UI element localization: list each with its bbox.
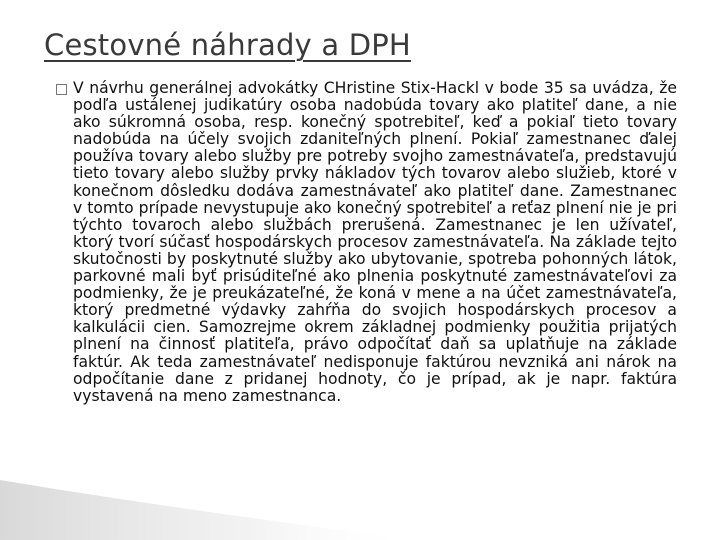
square-bullet-icon	[56, 84, 67, 95]
bullet-text: V návrhu generálnej advokátky CHristine Stix-Hackl v bode 35 sa uvádza, že podľa ustálenej judikatúry osoba nadobúda tovary ako platiteľ dane, a nie ako súkromná osoba, resp. konečný spotrebiteľ, keď a pokiaľ tieto tovary nadobúda na účely svojich zdaniteľných plnení. Pokiaľ zamestnanec ďalej používa tovary alebo služby pre potreby svojho zamestnávateľa, predstavujú tieto tovary alebo služby prvky nákladov tých tovarov alebo služieb, ktoré v konečnom dôsledku dodáva zamestnávateľ ako platiteľ dane. Zamestnanec v tomto prípade nevystupuje ako konečný spotrebiteľ a reťaz plnení nie je pri týchto tovaroch alebo službách prerušená. Zamestnanec je len užívateľ, ktorý tvorí súčasť hospodárskych procesov zamestnávateľa. Na základe tejto skutočnosti by poskytnuté služby ako ubytovanie, spotreba pohonných látok, parkovné mali byť prisúditeľné ako plnenia poskytnuté zamestnávateľovi za podmienky, že je preukázateľné, že koná v mene a na účet zamestnávateľa, ktorý predmetné výdavky zahŕňa do svojich hospodárskych procesov a kalkulácii cien. Samozrejme okrem základnej podmienky použitia prijatých plnení na činnosť platiteľa, právo odpočítať daň sa uplatňuje na základe faktúr. Ak teda zamestnávateľ nedisponuje faktúrou nevzniká ani nárok na odpočítanie dane z pridanej hodnoty, čo je prípad, ak je napr. faktúra vystavená na meno zamestnanca.	[73, 79, 677, 405]
slide-title: Cestovné náhrady a DPH	[44, 28, 411, 62]
decorative-curve	[0, 480, 720, 540]
